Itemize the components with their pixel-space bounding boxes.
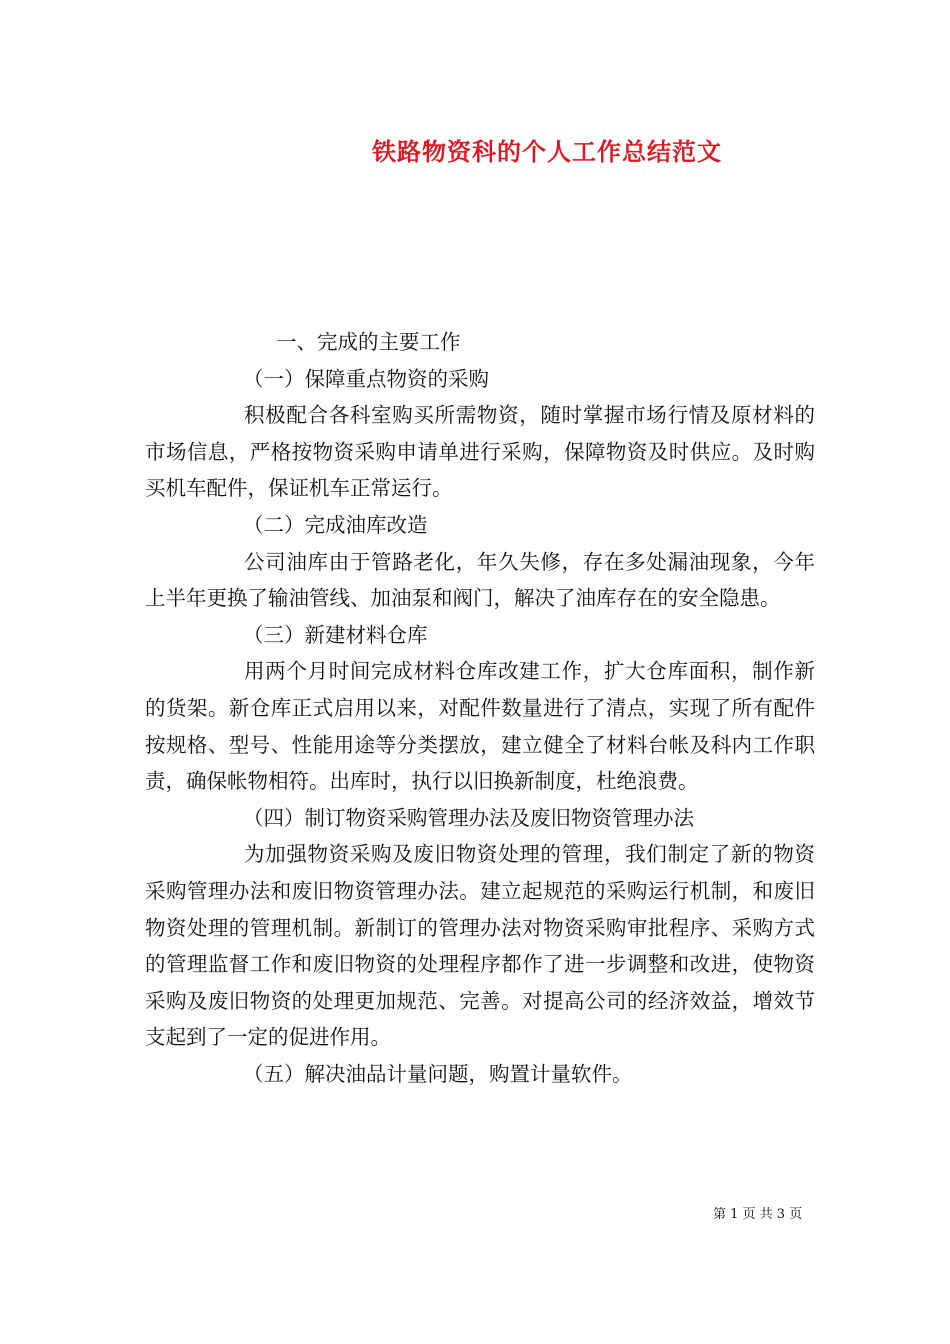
paragraph-warehouse: 用两个月时间完成材料仓库改建工作，扩大仓库面积，制作新的货架。新仓库正式启用以来，对配件数量进行了清点，实现了所有配件按规格、型号、性能用途等分类摆放，建立健全了材料台帐及科内工作职责，确保帐物相符。出库时，执行以旧换新制度，杜绝浪费。	[145, 659, 815, 794]
section-heading-main-work: 一、完成的主要工作	[276, 330, 461, 354]
page-number-footer: 第 1 页 共 3 页	[713, 1207, 803, 1222]
subheading-metering: （五）解决油品计量问题，购置计量软件。	[243, 1061, 633, 1086]
paragraph-management-rules: 为加强物资采购及废旧物资处理的管理，我们制定了新的物资采购管理办法和废旧物资管理办法。建立起规范的采购运行机制，和废旧物资处理的管理机制。新制订的管理办法对物资采购审批程序、采购方式的管理监督工作和废旧物资的处理程序都作了进一步调整和改进，使物资采购及废旧物资的处理更加规范、完善。对提高公司的经济效益，增效节支起到了一定的促进作用。	[145, 842, 815, 1050]
paragraph-procurement: 积极配合各科室购买所需物资，随时掌握市场行情及原材料的市场信息，严格按物资采购申请单进行采购，保障物资及时供应。及时购买机车配件，保证机车正常运行。	[145, 403, 815, 501]
subheading-management-rules: （四）制订物资采购管理办法及废旧物资管理办法	[243, 805, 694, 830]
subheading-oil-depot: （二）完成油库改造	[243, 512, 428, 537]
subheading-procurement: （一）保障重点物资的采购	[243, 366, 489, 391]
document-title: 铁路物资科的个人工作总结范文	[372, 137, 722, 166]
subheading-warehouse: （三）新建材料仓库	[243, 622, 428, 647]
paragraph-oil-depot: 公司油库由于管路老化，年久失修，存在多处漏油现象，今年上半年更换了输油管线、加油泵和阀门，解决了油库存在的安全隐患。	[145, 549, 815, 611]
document-body	[145, 324, 815, 1092]
